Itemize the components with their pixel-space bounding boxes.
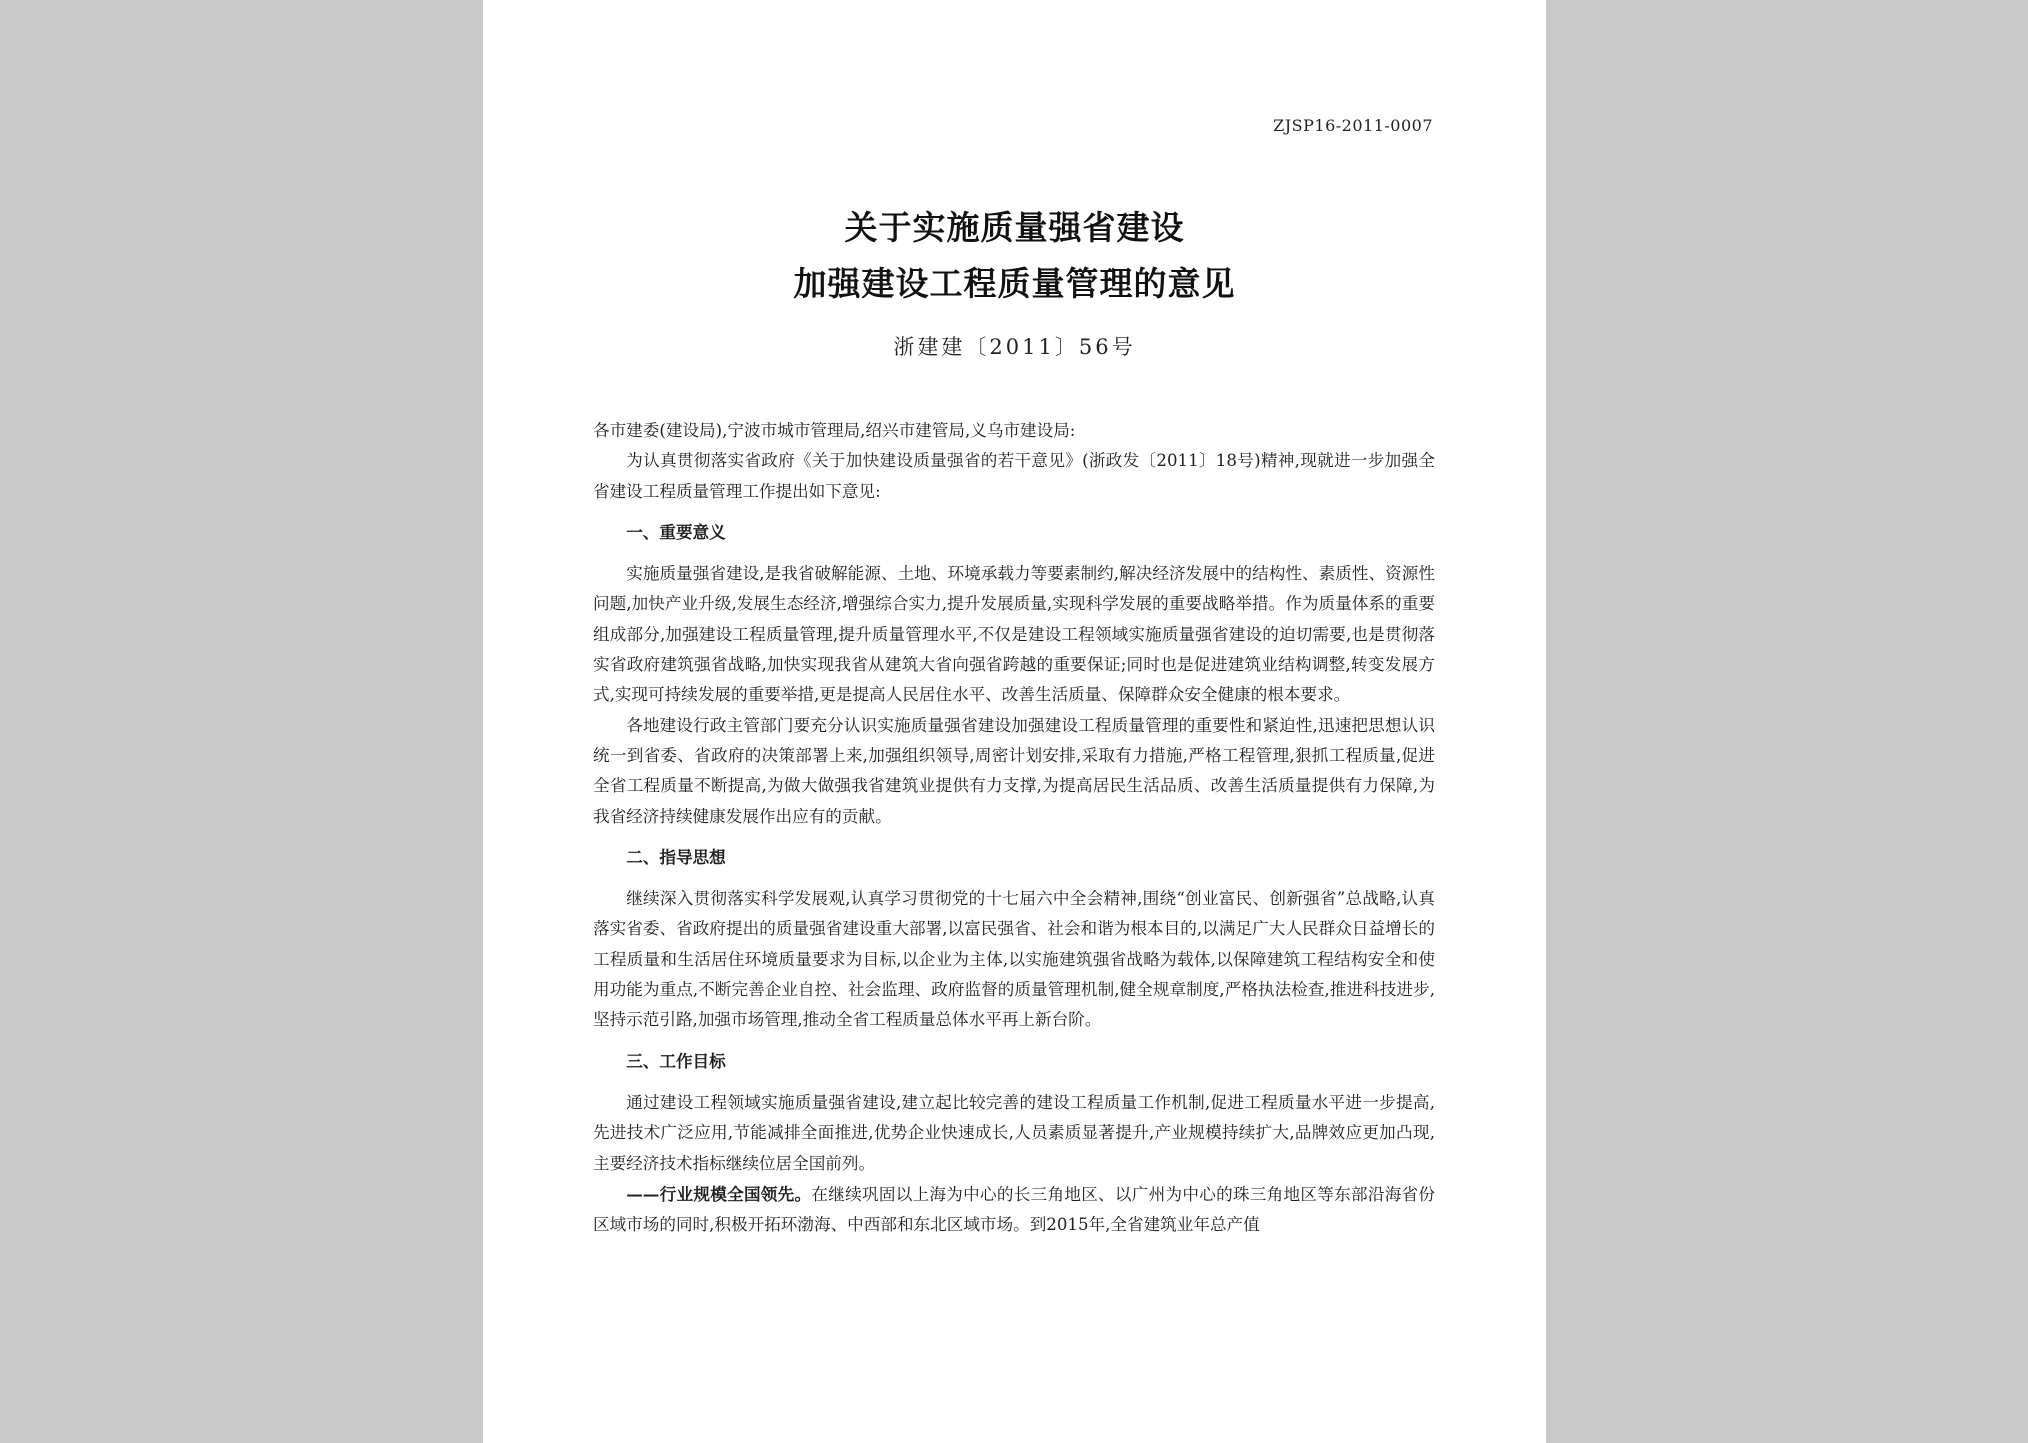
item-1-lead: ——行业规模全国领先。	[626, 1183, 812, 1204]
section-heading-1: 一、重要意义	[626, 521, 726, 542]
document-title-line-2: 加强建设工程质量管理的意见	[793, 264, 1236, 303]
document-number: 浙建建〔2011〕56号	[893, 335, 1136, 359]
intro-paragraph: 为认真贯彻落实省政府《关于加快建设质量强省的若干意见》(浙政发〔2011〕18号)精神,现就进一步加强全省建设工程质量管理工作提出如下意见:	[593, 451, 1435, 501]
section-1-paragraph-2: 各地建设行政主管部门要充分认识实施质量强省建设加强建设工程质量管理的重要性和紧迫性,迅速把思想认识统一到省委、省政府的决策部署上来,加强组织领导,周密计划安排,采取有力措施,严格工程管理,狠抓工程质量,促进全省工程质量不断提高,为做大做强我省建筑业提供有力支撑,为提高居民生活品质、改善生活质量提供有力保障,为我省经济持续健康发展作出应有的贡献。	[593, 715, 1435, 826]
section-heading-2: 二、指导思想	[626, 846, 726, 867]
section-3-item-1	[593, 1179, 1435, 1241]
document-code: ZJSP16-2011-0007	[1273, 116, 1433, 135]
document-body	[593, 416, 1435, 1240]
section-3-paragraph-1: 通过建设工程领域实施质量强省建设,建立起比较完善的建设工程质量工作机制,促进工程质量水平进一步提高,先进技术广泛应用,节能减排全面推进,优势企业快速成长,人员素质显著提升,产业规模持续扩大,品牌效应更加凸现,主要经济技术指标继续位居全国前列。	[593, 1092, 1435, 1173]
item-1-text: 在继续巩固以上海为中心的长三角地区、以广州为中心的珠三角地区等东部沿海省份区域市场的同时,积极开拓环渤海、中西部和东北区域市场。到2015年,全省建筑业年总产值	[593, 1184, 1436, 1235]
section-2-paragraph-1: 继续深入贯彻落实科学发展观,认真学习贯彻党的十七届六中全会精神,围绕“创业富民、创新强省”总战略,认真落实省委、省政府提出的质量强省建设重大部署,以富民强省、社会和谐为根本目的,以满足广大人民群众日益增长的工程质量和生活居住环境质量要求为目标,以企业为主体,以实施建筑强省战略为载体,以保障建筑工程结构安全和使用功能为重点,不断完善企业自控、社会监理、政府监督的质量管理机制,健全规章制度,严格执法检查,推进科技进步,坚持示范引路,加强市场管理,推动全省工程质量总体水平再上新台阶。	[593, 889, 1435, 1030]
section-heading-3: 三、工作目标	[626, 1050, 726, 1071]
section-1-paragraph-1: 实施质量强省建设,是我省破解能源、土地、环境承载力等要素制约,解决经济发展中的结构性、素质性、资源性问题,加快产业升级,发展生态经济,增强综合实力,提升发展质量,实现科学发展的重要战略举措。作为质量体系的重要组成部分,加强建设工程质量管理,提升质量管理水平,不仅是建设工程领域实施质量强省建设的迫切需要,也是贯彻落实省政府建筑强省战略,加快实现我省从建筑大省向强省跨越的重要保证;同时也是促进建筑业结构调整,转变发展方式,实现可持续发展的重要举措,更是提高人民居住水平、改善生活质量、保障群众安全健康的根本要求。	[593, 564, 1435, 705]
document-page	[483, 0, 1546, 1443]
addressee: 各市建委(建设局),宁波市城市管理局,绍兴市建管局,义乌市建设局:	[593, 421, 1076, 440]
document-title-line-1: 关于实施质量强省建设	[844, 208, 1185, 247]
